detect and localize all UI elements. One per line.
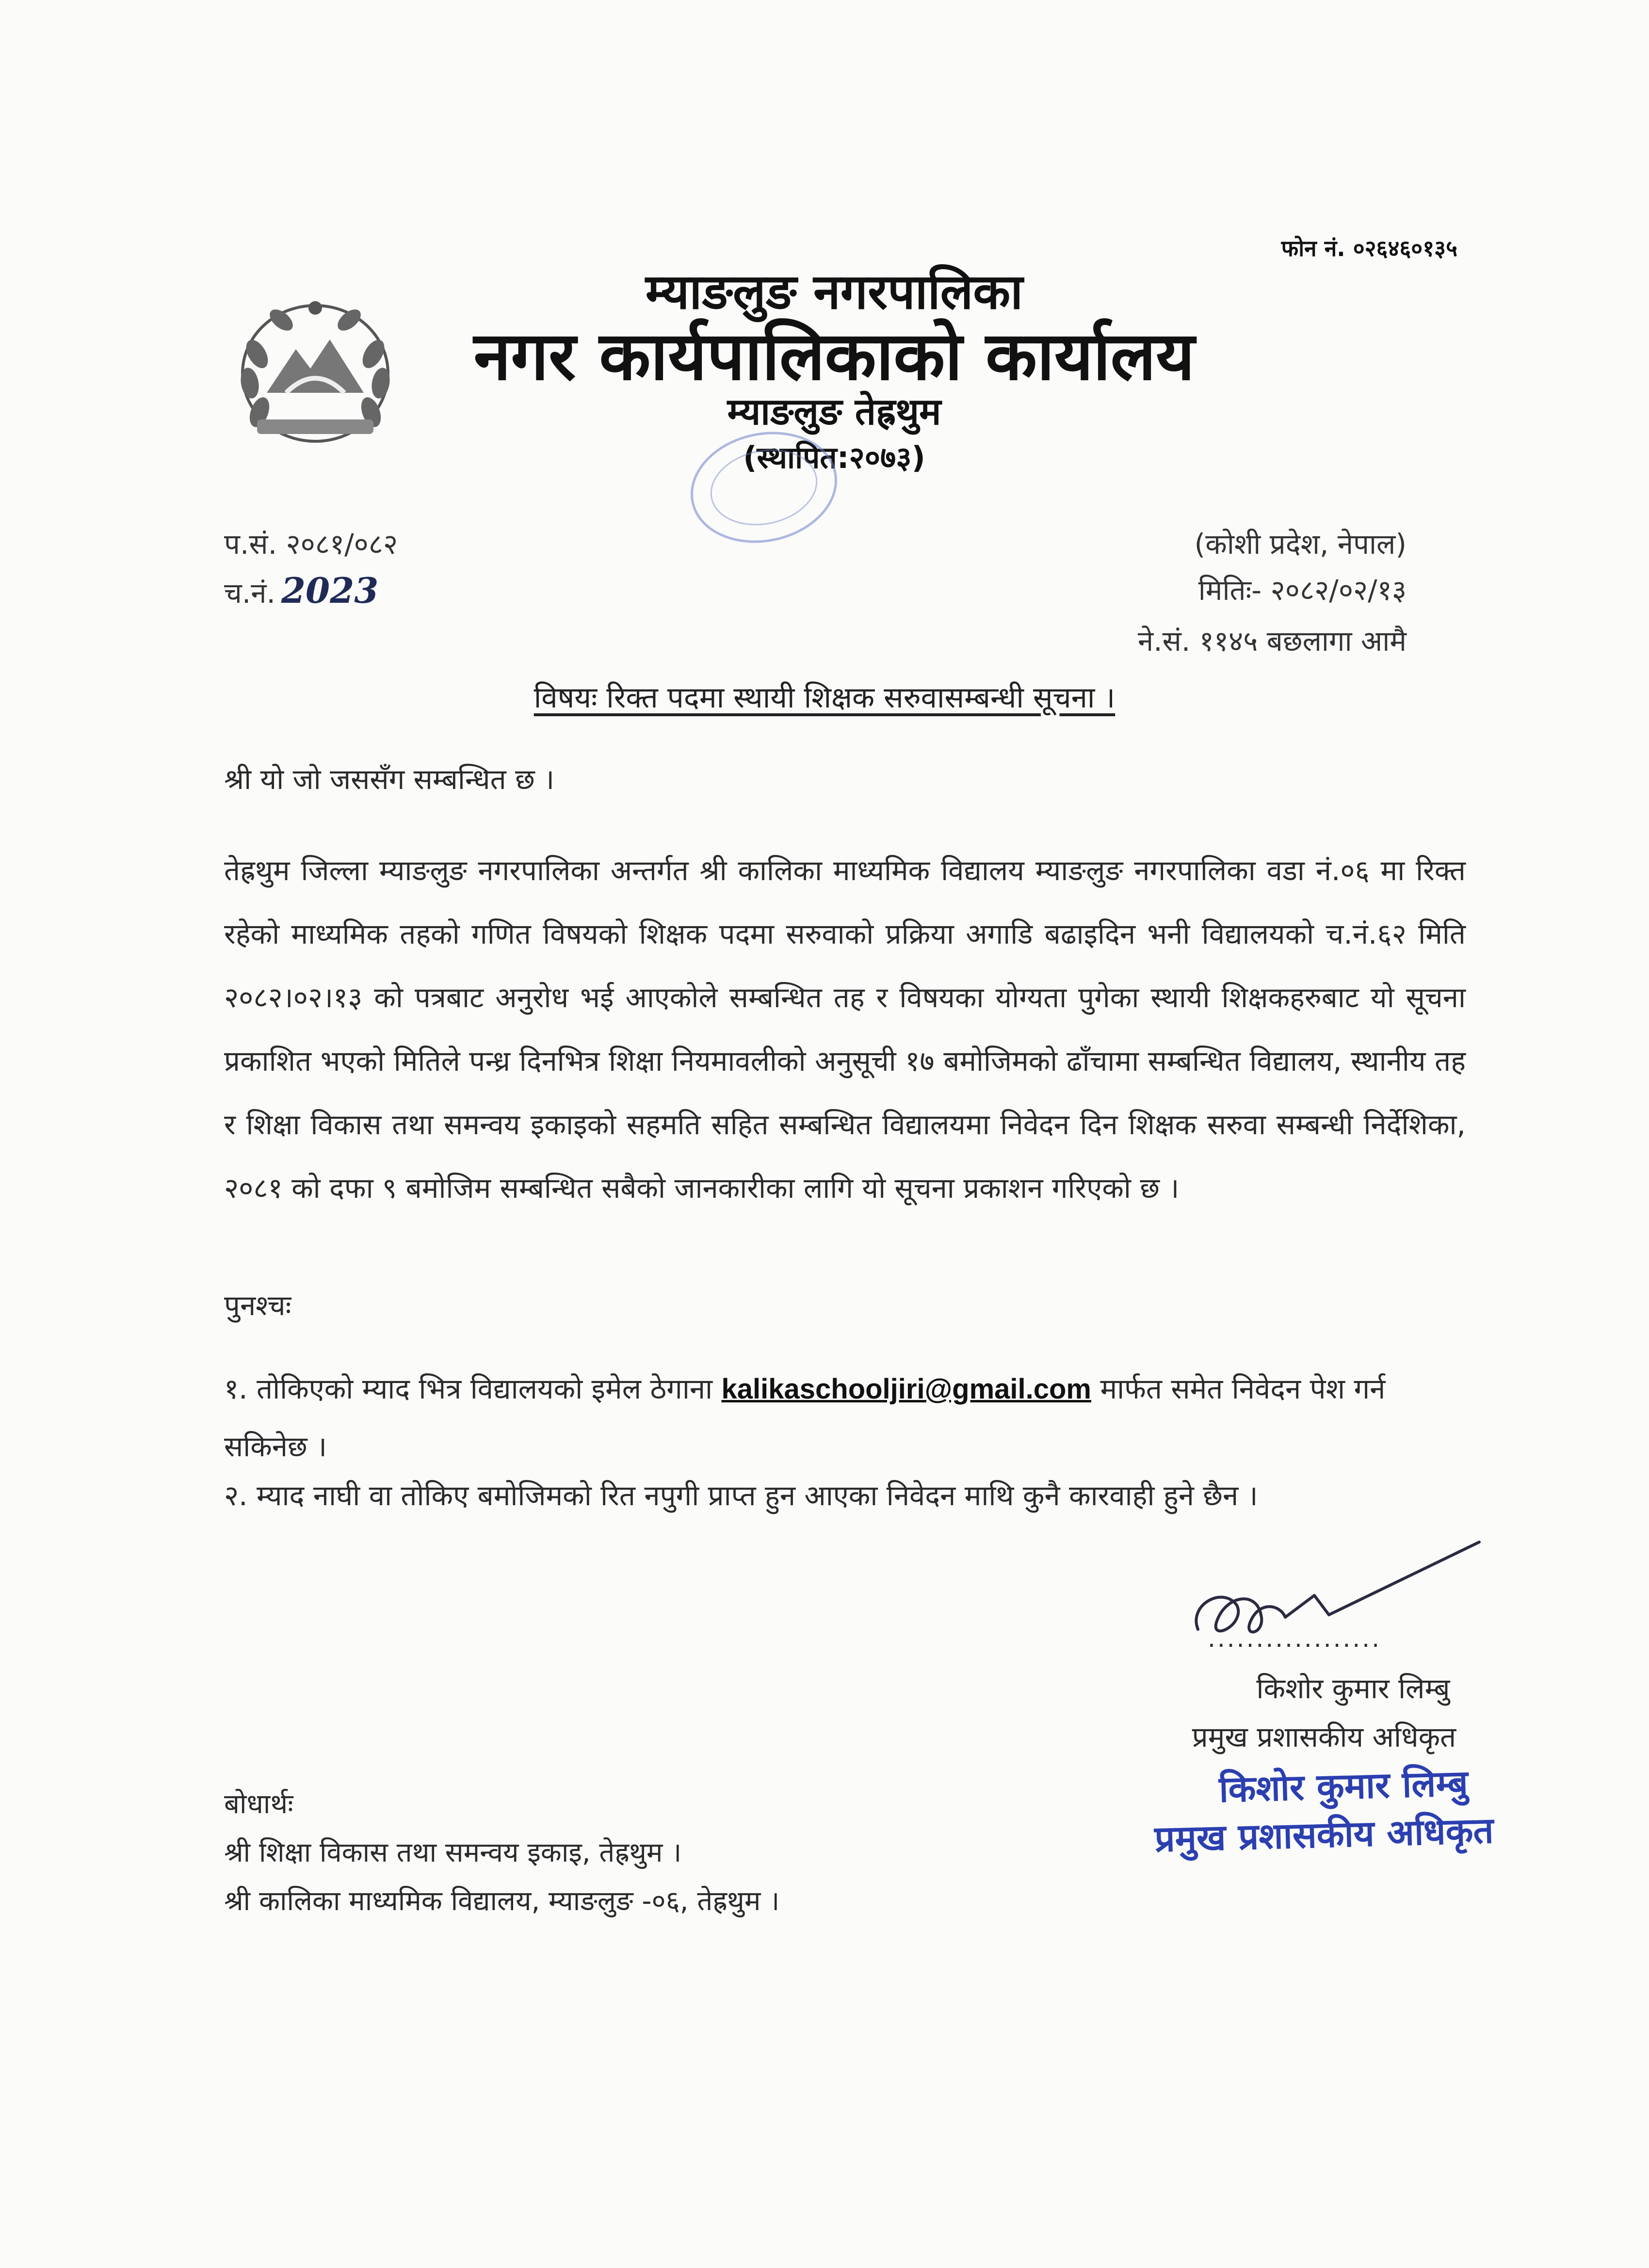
signatory-name: किशोर कुमार लिम्बु [1256, 1672, 1450, 1705]
phone-number: फोन नं. ०२६४६०१३५ [1281, 235, 1457, 261]
postscript-item-1-continuation: मार्फत समेत निवेदन पेश गर्न सकिनेछ । [224, 1372, 1386, 1463]
office-name: नगर कार्यपालिकाको कार्यालय [473, 317, 1195, 395]
name-stamp: किशोर कुमार लिम्बु [1218, 1762, 1469, 1811]
dispatch-number: 2023 [281, 570, 379, 611]
dispatch-number-line [224, 570, 378, 611]
body-paragraph: तेह्रथुम जिल्ला म्याङलुङ नगरपालिका अन्तर्गत श्री कालिका माध्यमिक विद्यालय म्याङलुङ नगरपालिका वडा नं.०६ मा रिक्त रहेको माध्यमिक तहको गणित विषयको शिक्षक पदमा सरुवाको प्रक्रिया अगाडि बढाइदिन भनी विद्यालयको च.नं.६२ मिति २०८२।०२।१३ को पत्रबाट अनुरोध भई आएकोले सम्बन्धित तह र विषयका योग्यता पुगेका स्थायी शिक्षकहरुबाट यो सूचना प्रकाशित भएको मितिले पन्ध्र दिनभित्र शिक्षा नियमावलीको अनुसूची १७ बमोजिमको ढाँचामा सम्बन्धित विद्यालय, स्थानीय तह र शिक्षा विकास तथा समन्वय इकाइको सहमति सहित सम्बन्धित विद्यालयमा निवेदन दिन शिक्षक सरुवा सम्बन्धी निर्देशिका, २०८१ को दफा ९ बमोजिम सम्बन्धित सबैको जानकारीका लागि यो सूचना प्रकाशन गरिएको छ । [224, 854, 1466, 1205]
postscript-label: पुनश्चः [224, 1289, 291, 1322]
nepal-sambat-date: ने.सं. ११४५ बछलागा आमै [1138, 625, 1406, 658]
cc-recipient: श्री शिक्षा विकास तथा समन्वय इकाइ, तेह्रथुम । [224, 1837, 682, 1868]
postscript-item-1-text: १. तोकिएको म्याद भित्र विद्यालयको इमेल ठेगाना [224, 1372, 713, 1405]
municipality-name: म्याङलुङ नगरपालिका [645, 263, 1023, 320]
cc-label: बोधार्थः [224, 1788, 293, 1820]
letter-date: मितिः- २०८२/०२/१३ [1198, 574, 1406, 607]
postscript-item-1 [224, 1360, 1466, 1475]
salutation: श्री यो जो जससँग सम्बन्धित छ । [224, 763, 555, 796]
school-email-link[interactable]: kalikaschooljiri@gmail.com [721, 1373, 1091, 1405]
cc-recipient: श्री कालिका माध्यमिक विद्यालय, म्याङलुङ -०६, तेह्रथुम । [224, 1885, 780, 1917]
fiscal-year: प.सं. २०८१/०८२ [224, 528, 398, 561]
subject-line [0, 676, 1649, 716]
dispatch-label: च.नं. [224, 577, 275, 610]
established-year: (स्थापित:२०७३) [743, 440, 925, 475]
province: (कोशी प्रदेश, नेपाल) [1194, 528, 1406, 561]
office-location: म्याङलुङ तेह्रथुम [727, 390, 941, 433]
title-stamp: प्रमुख प्रशासकीय अधिकृत [1154, 1809, 1494, 1861]
postscript-item-2: २. म्याद नाघी वा तोकिए बमोजिमको रित नपुगी प्राप्त हुन आएका निवेदन माथि कुनै कारवाही हुने छैन । [224, 1479, 1258, 1512]
office-stamp-icon [684, 427, 844, 548]
signatory-title: प्रमुख प्रशासकीय अधिकृत [1192, 1721, 1456, 1753]
subject-text: विषयः रिक्त पदमा स्थायी शिक्षक सरुवासम्बन्धी सूचना । [534, 681, 1116, 715]
signature-line: .................. [1208, 1625, 1382, 1653]
